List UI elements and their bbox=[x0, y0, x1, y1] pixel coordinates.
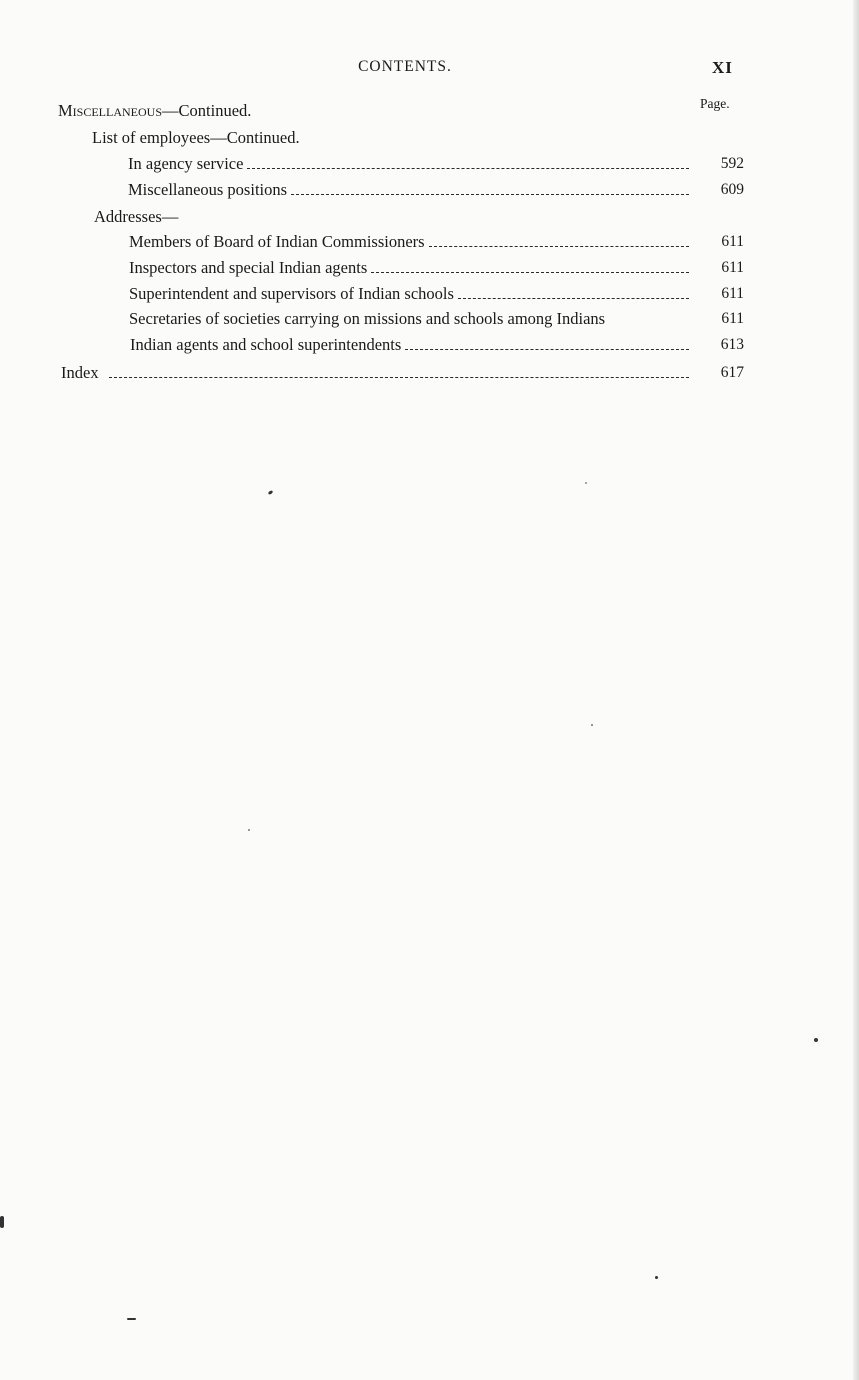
print-speck bbox=[0, 1216, 4, 1228]
print-speck bbox=[814, 1038, 818, 1042]
toc-entry-page: 592 bbox=[720, 155, 744, 172]
toc-entry-label: Miscellaneous positions bbox=[128, 180, 288, 199]
toc-entry-title bbox=[129, 230, 691, 254]
toc-entry-title bbox=[129, 282, 691, 306]
subsection-heading-addresses: Addresses— bbox=[94, 207, 179, 226]
dot-leader bbox=[247, 154, 689, 169]
print-speck bbox=[268, 490, 274, 495]
toc-entry-label: In agency service bbox=[128, 154, 244, 173]
dot-leader bbox=[429, 232, 689, 247]
toc-entry-page: 611 bbox=[721, 310, 744, 327]
page-number: XI bbox=[712, 58, 733, 77]
toc-entry[interactable] bbox=[0, 333, 859, 357]
toc-entry-page: 617 bbox=[720, 364, 744, 381]
page-title: CONTENTS. bbox=[358, 58, 452, 75]
dot-leader bbox=[291, 180, 689, 195]
subsection-heading-line bbox=[0, 205, 859, 229]
subsection-heading-line bbox=[0, 126, 859, 150]
section-heading-line bbox=[0, 99, 859, 123]
print-speck bbox=[591, 724, 593, 726]
print-speck bbox=[127, 1318, 136, 1320]
toc-entry[interactable] bbox=[0, 256, 859, 280]
toc-entry-title bbox=[130, 333, 691, 357]
toc-entry-title bbox=[61, 361, 691, 385]
toc-entry-title bbox=[129, 307, 694, 331]
section-heading-suffix: —Continued. bbox=[162, 101, 252, 120]
print-speck bbox=[248, 829, 250, 831]
dot-leader bbox=[458, 284, 689, 299]
section-heading bbox=[58, 99, 251, 123]
toc-entry-page: 613 bbox=[720, 336, 744, 353]
toc-entry-page: 611 bbox=[721, 285, 744, 302]
toc-entry-index[interactable] bbox=[0, 361, 859, 385]
toc-entry-label: Indian agents and school superintendents bbox=[130, 335, 402, 354]
page-column-label: Page. bbox=[700, 96, 730, 111]
toc-entry-title bbox=[128, 178, 691, 202]
print-speck bbox=[585, 482, 587, 484]
running-head bbox=[0, 58, 859, 82]
toc-entry-label: Inspectors and special Indian agents bbox=[129, 258, 368, 277]
section-heading-name: Miscellaneous bbox=[58, 101, 163, 120]
toc-entry-page: 611 bbox=[721, 259, 744, 276]
toc-entry-title bbox=[128, 152, 691, 176]
toc-entry[interactable] bbox=[0, 152, 859, 176]
subsection-heading-employees: List of employees—Continued. bbox=[92, 128, 300, 147]
dot-leader bbox=[109, 363, 689, 378]
toc-entry-label: Superintendent and supervisors of Indian schools bbox=[129, 284, 454, 303]
toc-entry-label: Index bbox=[61, 363, 99, 382]
toc-entry-label: Secretaries of societies carrying on missions and schools among Indians bbox=[129, 309, 606, 328]
toc-entry[interactable] bbox=[0, 307, 859, 331]
toc-entry[interactable] bbox=[0, 282, 859, 306]
print-speck bbox=[655, 1276, 658, 1279]
toc-entry[interactable] bbox=[0, 178, 859, 202]
toc-entry-label: Members of Board of Indian Commissioners bbox=[129, 232, 425, 251]
dot-leader bbox=[405, 335, 689, 350]
toc-entry-title bbox=[129, 256, 691, 280]
toc-entry-page: 609 bbox=[720, 181, 744, 198]
toc-entry[interactable] bbox=[0, 230, 859, 254]
toc-entry-page: 611 bbox=[721, 233, 744, 250]
dot-leader bbox=[371, 258, 689, 273]
